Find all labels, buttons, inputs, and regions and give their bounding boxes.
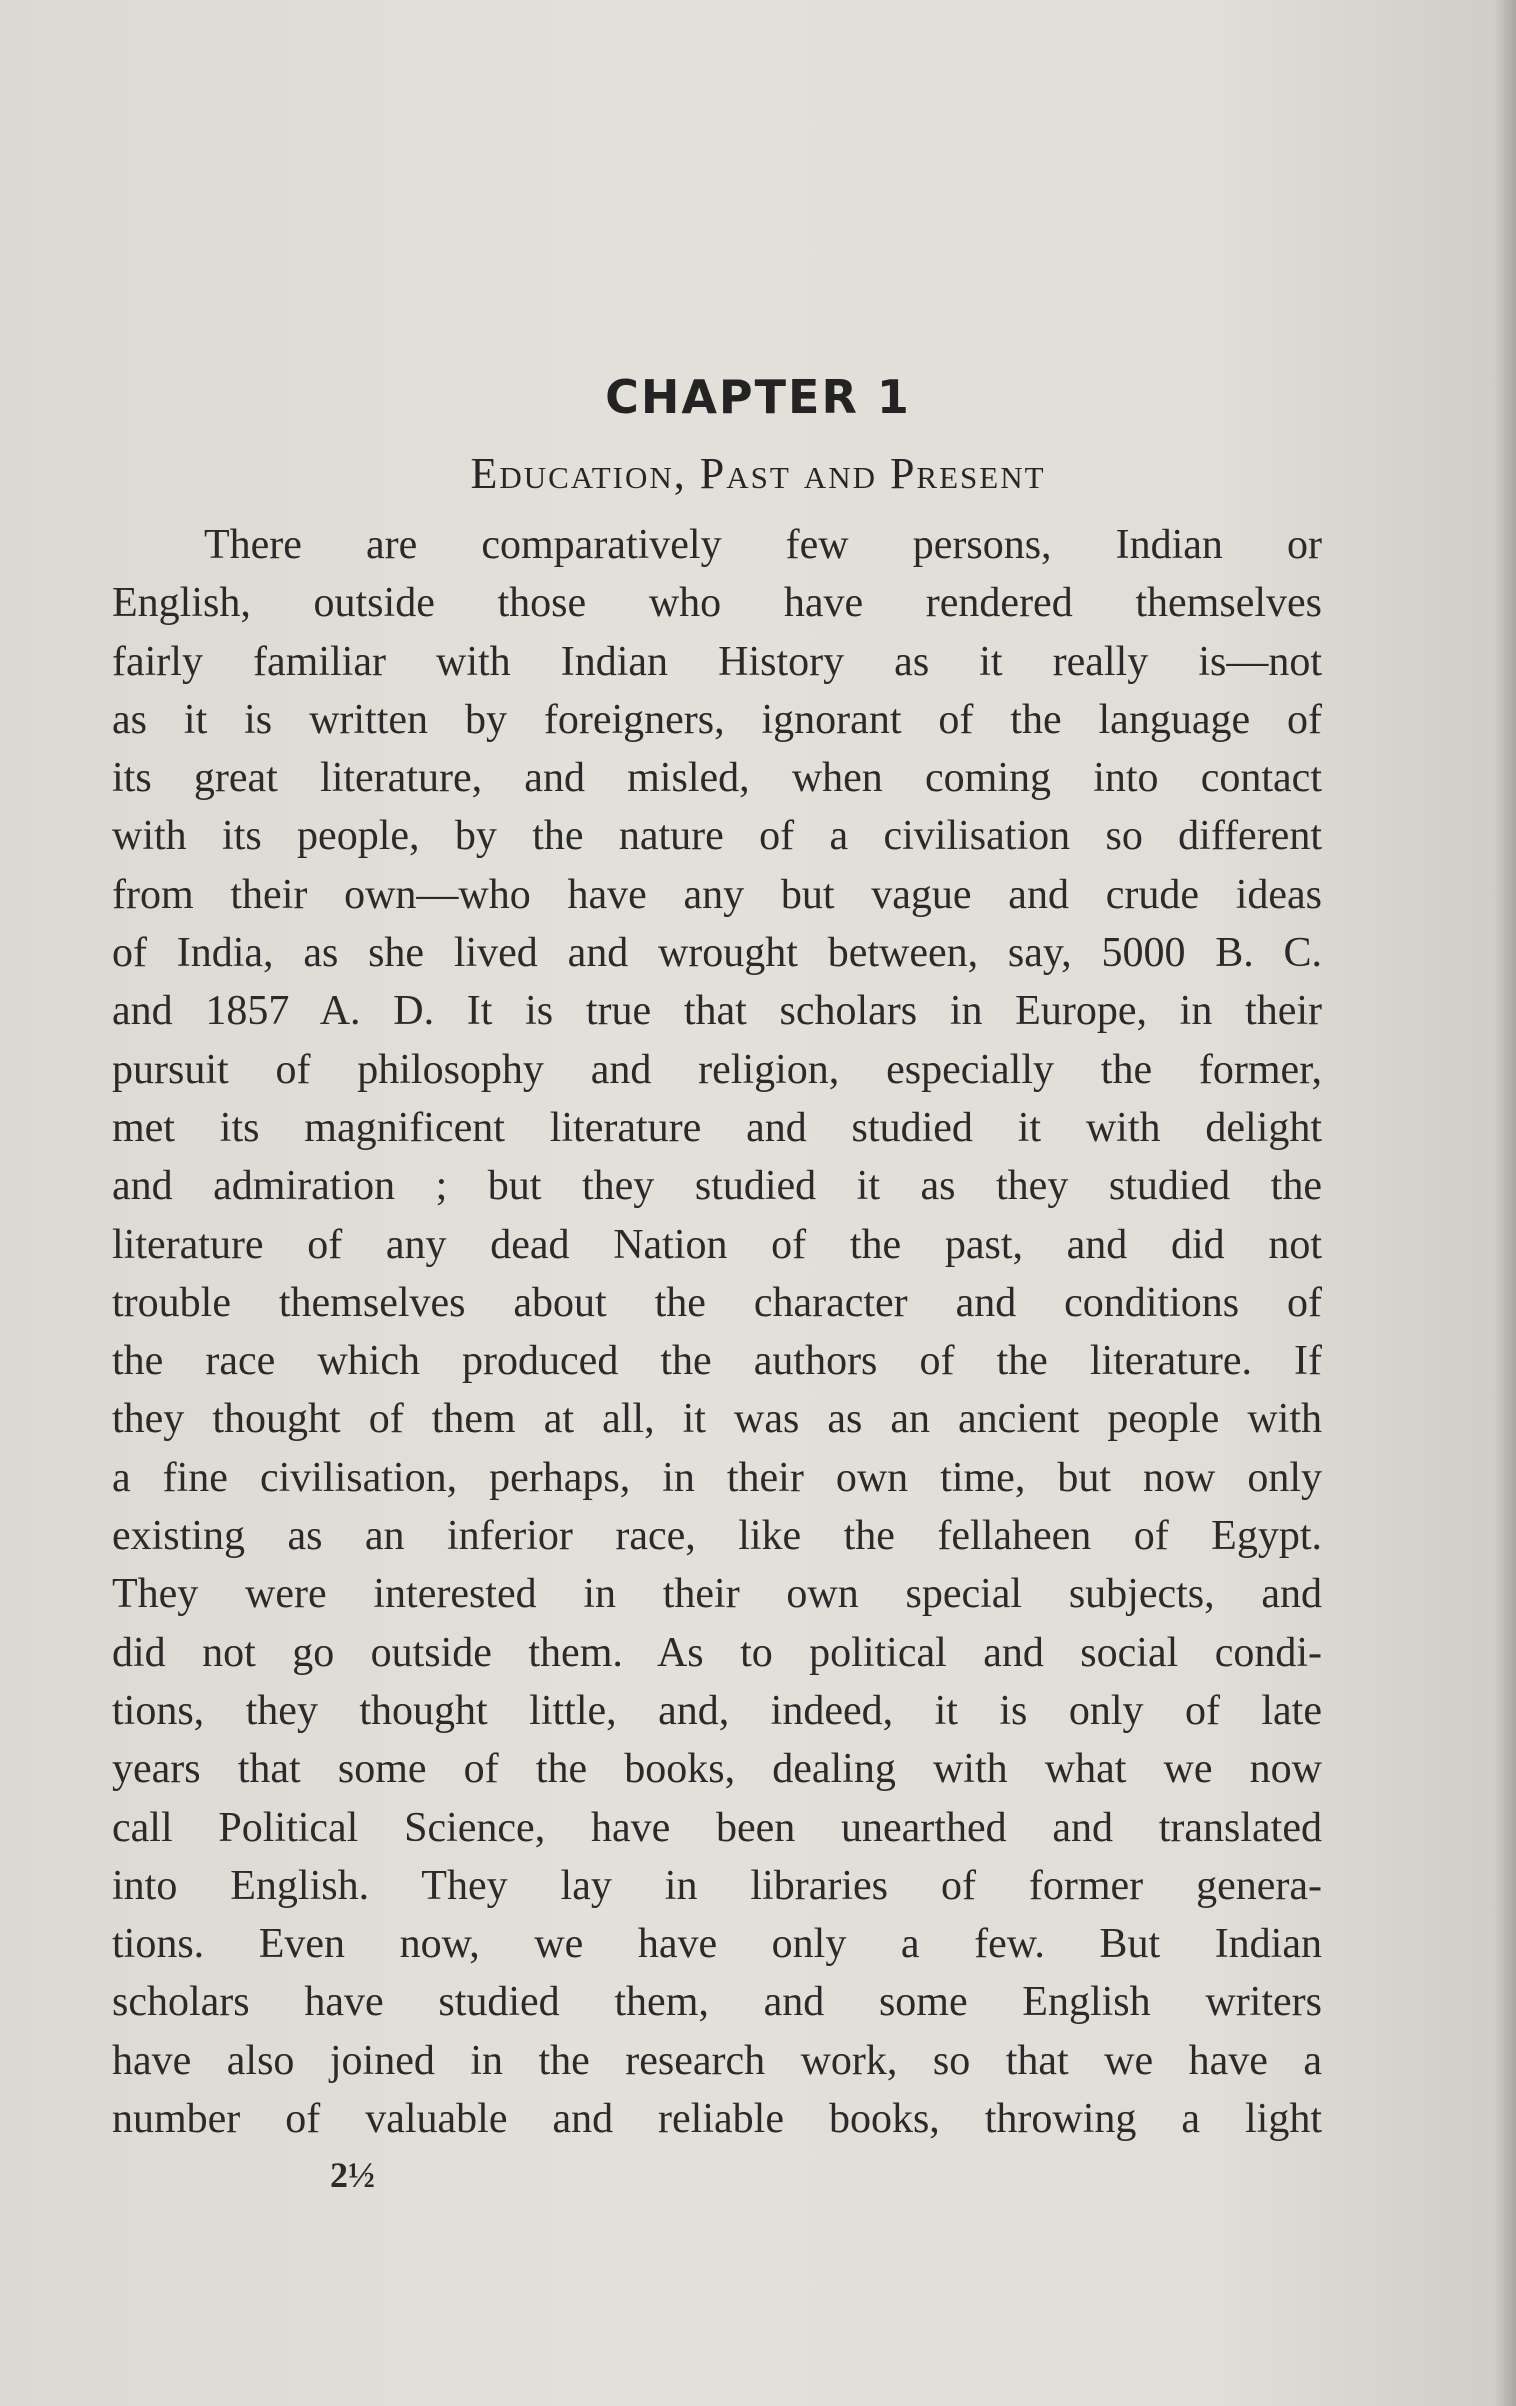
body-text <box>112 516 1322 2148</box>
text-line: met its magnificent literature and studied it with delight <box>112 1104 1322 1151</box>
text-line: There are comparatively few persons, Indian or <box>204 522 1322 568</box>
text-line: as it is written by foreigners, ignorant of the language of <box>112 696 1322 743</box>
text-line: have also joined in the research work, so that we have a <box>112 2037 1322 2084</box>
text-line: number of valuable and reliable books, throwing a light <box>112 2096 1322 2143</box>
text-line: its great literature, and misled, when coming into contact <box>112 755 1322 802</box>
text-line: trouble themselves about the character and conditions of <box>112 1279 1322 1326</box>
text-line: English, outside those who have rendered themselves <box>112 580 1322 627</box>
text-line: a fine civilisation, perhaps, in their own time, but now only <box>112 1454 1322 1501</box>
signature-mark: 2½ <box>330 2155 375 2195</box>
text-line: did not go outside them. As to political and social condi- <box>112 1629 1322 1676</box>
text-line: pursuit of philosophy and religion, especially the former, <box>112 1046 1322 1093</box>
text-line: call Political Science, have been unearthed and translated <box>112 1804 1322 1851</box>
section-title: Education, Past and Present <box>470 449 1046 498</box>
text-line: the race which produced the authors of the literature. If <box>112 1338 1322 1385</box>
text-line: They were interested in their own special subjects, and <box>112 1571 1322 1618</box>
text-line: existing as an inferior race, like the fellaheen of Egypt. <box>112 1513 1322 1560</box>
text-line: scholars have studied them, and some English writers <box>112 1979 1322 2026</box>
text-line: of India, as she lived and wrought between, say, 5000 B. C. <box>112 930 1322 977</box>
page-edge-shadow <box>1494 0 1516 2406</box>
text-line: literature of any dead Nation of the past, and did not <box>112 1221 1322 1268</box>
text-line: with its people, by the nature of a civilisation so different <box>112 813 1322 860</box>
text-line: and admiration ; but they studied it as they studied the <box>112 1163 1322 1210</box>
chapter-heading: CHAPTER 1 <box>605 370 911 424</box>
text-line: years that some of the books, dealing with what we now <box>112 1746 1322 1793</box>
text-line: into English. They lay in libraries of former genera- <box>112 1862 1322 1909</box>
text-line: tions. Even now, we have only a few. But Indian <box>112 1921 1322 1968</box>
text-line: and 1857 A. D. It is true that scholars in Europe, in their <box>112 988 1322 1035</box>
text-line: they thought of them at all, it was as an ancient people with <box>112 1396 1322 1443</box>
text-line: tions, they thought little, and, indeed, it is only of late <box>112 1687 1322 1734</box>
text-line: from their own—who have any but vague and crude ideas <box>112 871 1322 918</box>
text-line: fairly familiar with Indian History as it really is—not <box>112 638 1322 685</box>
